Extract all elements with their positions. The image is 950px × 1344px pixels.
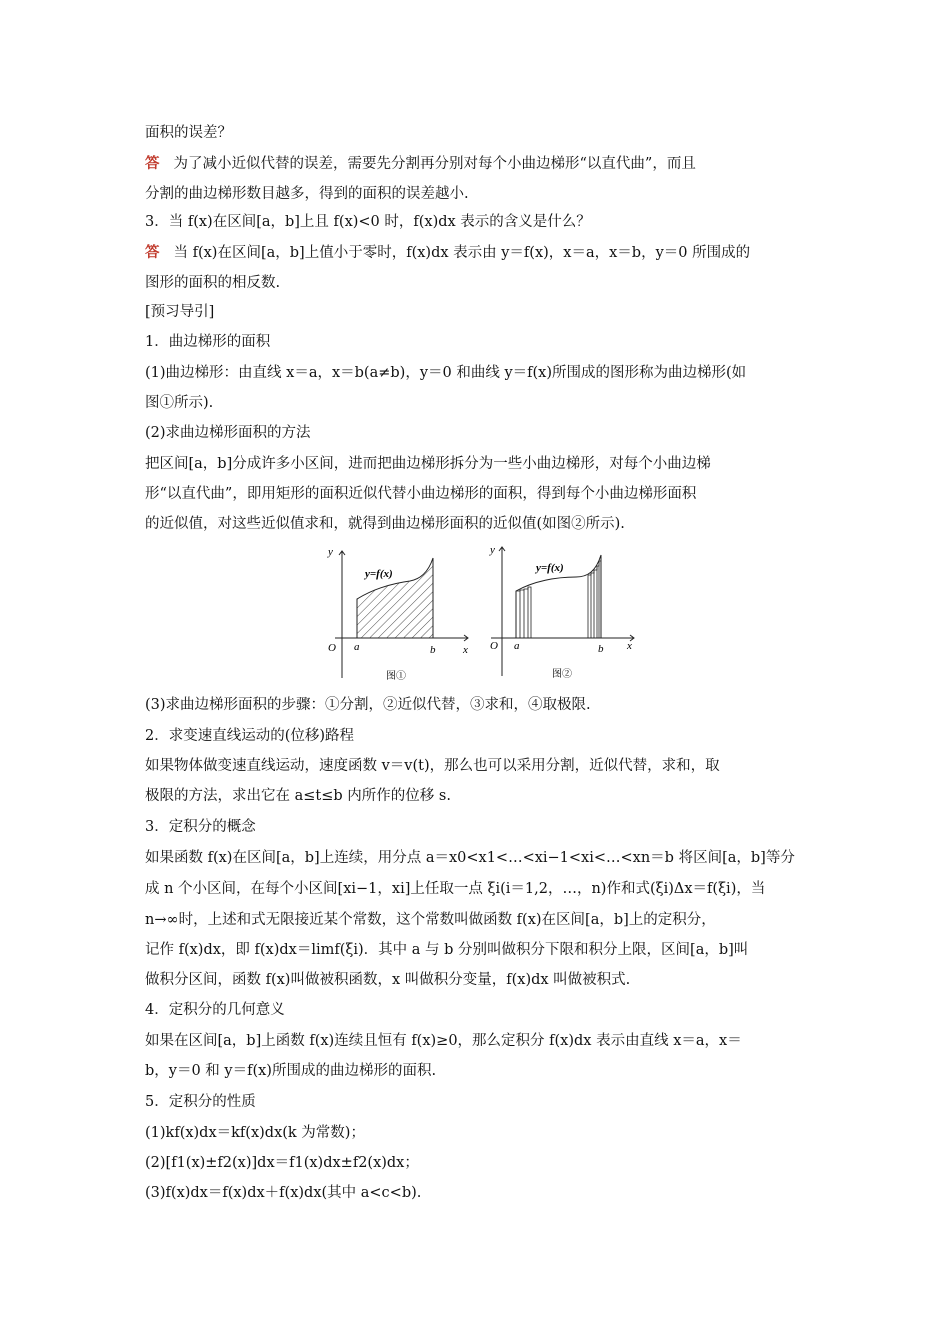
- section-3-line-5: 做积分区间，函数 f(x)叫做被积函数，x 叫做积分变量，f(x)dx 叫做被积式.: [145, 972, 631, 988]
- section-heading: [预习导引]: [145, 304, 215, 320]
- curve-label: y=f(x): [536, 562, 564, 574]
- answer-text: 为了减小近似代替的误差，需要先分割再分别对每个小曲边梯形“以直代曲”，而且: [173, 156, 696, 172]
- origin-label: O: [328, 642, 336, 654]
- section-3-line-2: 成 n 个小区间，在每个小区间[xi−1，xi]上任取一点 ξi(i＝1,2，…，n)作和式(ξi)Δx＝f(ξi)，当: [145, 881, 766, 897]
- figure-caption: 图①: [386, 671, 406, 682]
- question-3: 3．当 f(x)在区间[a，b]上且 f(x)<0 时，f(x)dx 表示的含义是什么？: [145, 214, 591, 230]
- section-5-title: 5．定积分的性质: [145, 1094, 256, 1110]
- section-1-paragraph-1-line-2: 图①所示).: [145, 395, 214, 411]
- figure-caption: 图②: [552, 669, 572, 680]
- answer-3-line-2: 图形的面积的相反数.: [145, 275, 281, 291]
- section-3-title: 3．定积分的概念: [145, 819, 256, 835]
- section-2-title: 2．求变速直线运动的(位移)路程: [145, 728, 355, 744]
- answer-label: 答: [145, 155, 160, 172]
- section-5-line-1: (1)kf(x)dx＝kf(x)dx(k 为常数)；: [145, 1125, 365, 1141]
- answer-label: 答: [145, 244, 160, 261]
- section-1-paragraph-2-title: (2)求曲边梯形面积的方法: [145, 425, 311, 441]
- x-label: x: [627, 640, 632, 652]
- paragraph-text: 面积的误差？: [145, 125, 232, 141]
- section-1-paragraph-2-line-1: 把区间[a，b]分成许多小区间，进而把曲边梯形拆分为一些小曲边梯形，对每个小曲边梯: [145, 456, 711, 472]
- section-2-line-1: 如果物体做变速直线运动，速度函数 v＝v(t)，那么也可以采用分割，近似代替，求和，取: [145, 758, 720, 774]
- answer-3-line-1: [145, 243, 750, 263]
- figure-2: [486, 541, 636, 681]
- answer-text: 当 f(x)在区间[a，b]上值小于零时，f(x)dx 表示由 y＝f(x)，x＝a，x＝b，y＝0 所围成的: [173, 245, 751, 261]
- curve-label: y=f(x): [365, 568, 393, 580]
- figure-1: [320, 543, 470, 683]
- answer-1-line-1: [145, 154, 696, 174]
- x-label: x: [463, 644, 468, 656]
- section-1-paragraph-2-line-3: 的近似值，对这些近似值求和，就得到曲边梯形面积的近似值(如图②所示).: [145, 516, 625, 532]
- section-2-line-2: 极限的方法，求出它在 a≤t≤b 内所作的位移 s.: [145, 788, 451, 804]
- a-label: a: [514, 640, 520, 652]
- section-4-title: 4．定积分的几何意义: [145, 1002, 285, 1018]
- section-1-paragraph-3: (3)求曲边梯形面积的步骤：①分割，②近似代替，③求和，④取极限.: [145, 697, 591, 713]
- b-label: b: [598, 643, 604, 655]
- section-3-line-3: n→∞时，上述和式无限接近某个常数，这个常数叫做函数 f(x)在区间[a，b]上的定积分，: [145, 912, 716, 928]
- section-4-line-2: b，y＝0 和 y＝f(x)所围成的曲边梯形的面积.: [145, 1063, 437, 1079]
- y-label: y: [328, 546, 333, 558]
- section-1-title: 1．曲边梯形的面积: [145, 334, 271, 350]
- b-label: b: [430, 644, 436, 656]
- section-5-line-2: (2)[f1(x)±f2(x)]dx＝f1(x)dx±f2(x)dx；: [145, 1155, 419, 1171]
- section-4-line-1: 如果在区间[a，b]上函数 f(x)连续且恒有 f(x)≥0，那么定积分 f(x)dx 表示由直线 x＝a，x＝: [145, 1033, 742, 1049]
- section-1-paragraph-1-line-1: (1)曲边梯形：由直线 x＝a，x＝b(a≠b)，y＝0 和曲线 y＝f(x)所围成的图形称为曲边梯形(如: [145, 365, 747, 381]
- section-3-line-1: 如果函数 f(x)在区间[a，b]上连续，用分点 a＝x0<x1<…<xi−1<xi<…<xn＝b 将区间[a，b]等分: [145, 850, 795, 866]
- origin-label: O: [490, 640, 498, 652]
- y-label: y: [490, 544, 495, 556]
- section-1-paragraph-2-line-2: 形“以直代曲”，即用矩形的面积近似代替小曲边梯形的面积，得到每个小曲边梯形面积: [145, 486, 697, 502]
- section-3-line-4: 记作 f(x)dx，即 f(x)dx＝limf(ξi)．其中 a 与 b 分别叫做积分下限和积分上限，区间[a，b]叫: [145, 942, 749, 958]
- section-5-line-3: (3)f(x)dx＝f(x)dx＋f(x)dx(其中 a<c<b).: [145, 1185, 422, 1201]
- answer-1-line-2: 分割的曲边梯形数目越多，得到的面积的误差越小.: [145, 186, 469, 202]
- a-label: a: [354, 641, 360, 653]
